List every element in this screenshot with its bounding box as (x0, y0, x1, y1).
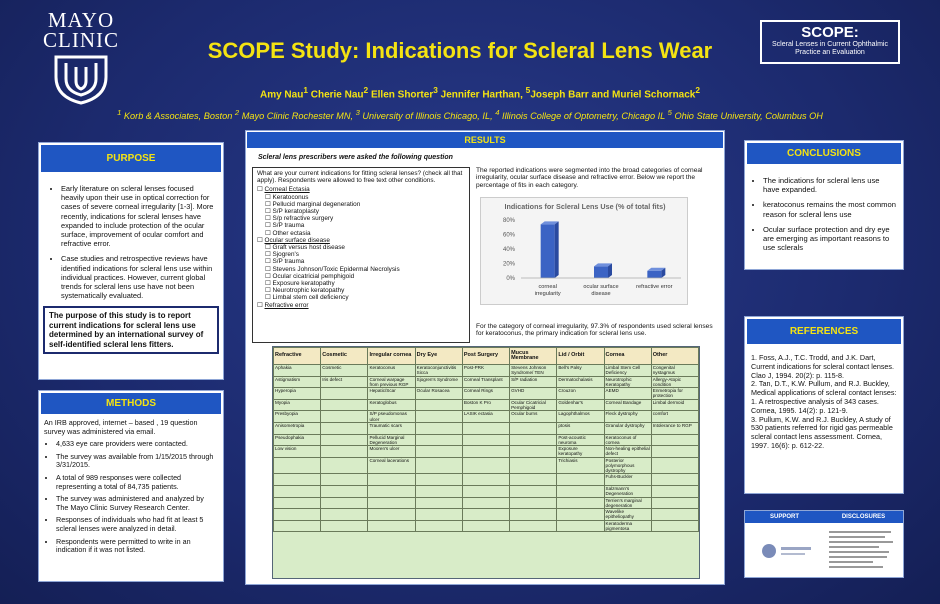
author-sup: 2 (695, 85, 701, 95)
table-cell (321, 399, 368, 411)
affil-text: Ohio State University, Columbus OH (674, 111, 823, 122)
survey-question-box (252, 167, 470, 343)
affil-sup: 1 (117, 108, 122, 117)
table-cell (415, 509, 462, 521)
author-sup: 2 (363, 85, 369, 95)
table-header: Irregular cornea (368, 348, 415, 365)
indications-chart (480, 197, 688, 305)
table-row (274, 446, 699, 458)
purpose-bullet: • Case studies and retrospective reviews have identified indications for scleral lens use within individual practices. However, current global trends for scleral lens use have not been systematically evaluated. (61, 254, 217, 300)
y-tick-label: 0% (506, 276, 515, 282)
authors (170, 85, 790, 100)
table-cell: S/P pseudomonas ulcer (368, 411, 415, 423)
table-cell: Ocular Cicatricial Pemphigoid (510, 399, 557, 411)
table-header: Post Surgery (462, 348, 509, 365)
table-cell: Dermatochalasis (557, 376, 604, 388)
table-cell (557, 520, 604, 532)
checklist-item: ☐ Graft versus host disease (265, 244, 345, 252)
table-cell (651, 446, 698, 458)
table-cell: Corneal lacerations (368, 457, 415, 474)
table-cell (510, 497, 557, 509)
table-cell (651, 485, 698, 497)
references-body (745, 346, 903, 451)
methods-bullet: • The survey was administered and analyzed by The Mayo Clinic Survey Research Center. (56, 495, 218, 512)
table-cell (368, 520, 415, 532)
table-cell (274, 509, 321, 521)
table-cell (510, 485, 557, 497)
table-cell: Ocular burns (510, 411, 557, 423)
table-cell: LASIK ectasia (462, 411, 509, 423)
checklist-heading: ☐ Ocular surface disease (257, 236, 330, 244)
author-sup: 5 (525, 85, 531, 95)
table-cell: Traumatic scars (368, 422, 415, 434)
table-cell (510, 474, 557, 486)
table-cell (274, 474, 321, 486)
table-cell: Pellucid Marginal Degeneration (368, 434, 415, 446)
table-cell (462, 446, 509, 458)
methods-body (39, 416, 223, 555)
table-cell (274, 485, 321, 497)
table-row (274, 485, 699, 497)
table-cell (274, 520, 321, 532)
checklist-title: Corneal Ectasia (264, 186, 310, 194)
table-cell (557, 485, 604, 497)
table-cell: Corneal Rings (462, 388, 509, 400)
table-row (274, 411, 699, 423)
checklist-item: ☐ Ocular cicatricial pemphigoid (265, 272, 355, 280)
affil-sup: 3 (355, 108, 360, 117)
table-cell: Trichiasis (557, 457, 604, 474)
table-cell (415, 520, 462, 532)
y-tick-label: 80% (502, 218, 515, 224)
table-cell: Myopia (274, 399, 321, 411)
table-cell: Corneal Bandage (604, 399, 651, 411)
table-cell (321, 457, 368, 474)
categories-text: The reported indications were segmented into the broad categories of corneal irregularity, ocular surface disease and refractive error. Below we report the percentage of fits in each category. (476, 167, 703, 189)
indications-table-grid (273, 347, 699, 532)
table-cell (462, 457, 509, 474)
table-cell (321, 446, 368, 458)
survey-question: What are your current indications for fitting scleral lenses? (check all that apply). Respondents were allowed to free text other conditions. (257, 170, 463, 185)
table-cell: Cosmetic (321, 365, 368, 377)
table-header: Dry Eye (415, 348, 462, 365)
checklist-item: ☐ Limbal stem cell deficiency (265, 294, 349, 302)
purpose-heading: PURPOSE (41, 145, 221, 172)
table-cell: Astigmatism (274, 376, 321, 388)
table-cell: Anisometropia (274, 422, 321, 434)
x-tick-label: corneal irregularity (534, 284, 561, 297)
bar (647, 271, 661, 278)
table-cell (368, 485, 415, 497)
methods-bullet: • Responses of individuals who had fit at least 5 scleral lenses were analyzed in detail. (56, 516, 218, 533)
table-cell: Posterior polymorphous dystrophy (604, 457, 651, 474)
table-cell: Terrien's marginal degeneration (604, 497, 651, 509)
table-cell: Stevens Johnson Syndrome/ TEN (510, 365, 557, 377)
table-cell: Crouzon (557, 388, 604, 400)
table-cell: Aphakia (274, 365, 321, 377)
table-cell (557, 497, 604, 509)
table-cell: Limbal dermoid (651, 399, 698, 411)
table-cell (415, 485, 462, 497)
affil-text: University of Illinois Chicago, IL, (362, 111, 493, 122)
table-cell (321, 422, 368, 434)
checklist-heading: ☐ Refractive error (257, 301, 309, 309)
table-cell (415, 474, 462, 486)
table-cell: Sjogren's Syndrome (415, 376, 462, 388)
checklist-item: ☐ Sjogren's (265, 251, 299, 259)
table-row (274, 399, 699, 411)
table-cell (651, 509, 698, 521)
checklist-item: ☐ S/P keratoplasty (265, 208, 319, 216)
table-cell: ptosis (557, 422, 604, 434)
author: Cherie Nau (310, 89, 364, 101)
references-heading: REFERENCES (747, 319, 901, 344)
table-cell: Non-healing epithelial defect (605, 446, 650, 457)
table-cell: comfort (651, 411, 698, 423)
table-cell (368, 497, 415, 509)
table-cell: Exposure keratopathy (557, 446, 604, 458)
table-row (274, 376, 699, 388)
table-cell (510, 520, 557, 532)
table-cell: Wavelike epitheliopathy (604, 509, 651, 521)
table-cell (462, 474, 509, 486)
affil-text: Korb & Associates, Boston (123, 111, 233, 122)
support-header (745, 511, 903, 523)
table-header: Cornea (604, 348, 651, 365)
table-cell (510, 457, 557, 474)
table-cell (462, 520, 509, 532)
table-cell: Salzmann's Degeneration (604, 485, 651, 497)
checklist-title: Ocular surface disease (264, 236, 330, 244)
mayo-clinic-logo (36, 10, 126, 110)
table-cell: Mooren's ulcer (368, 446, 415, 458)
table-cell: Presbyopia (274, 411, 321, 423)
disclosures-label: DISCLOSURES (841, 514, 886, 520)
table-header: Refractive (274, 348, 321, 365)
chart-svg (481, 198, 689, 306)
author: Ellen Shorter (370, 89, 434, 101)
sponsor-logo-icon (751, 531, 821, 571)
bar-side (555, 221, 559, 278)
checklist-item: ☐ Exposure keratopathy (265, 280, 335, 288)
table-cell: Fuhs-Buckler (604, 474, 651, 486)
table-cell: GVHD (510, 388, 557, 400)
table-cell (510, 422, 557, 434)
table-cell: Keratoconus (368, 365, 415, 377)
table-cell (462, 422, 509, 434)
table-header: Mucus Membrane (510, 348, 557, 365)
x-tick-label: refractive error (636, 284, 673, 290)
affiliations (40, 108, 900, 121)
shield-logo-icon (52, 53, 110, 105)
table-cell (321, 497, 368, 509)
y-tick-label: 20% (502, 261, 515, 268)
purpose-body (39, 174, 223, 300)
table-cell (321, 411, 368, 423)
disclosures-text-lines (829, 529, 899, 573)
table-cell (415, 497, 462, 509)
chart-title: Indications for Scleral Lens Use (% of total fits) (504, 202, 666, 211)
table-row (274, 422, 699, 434)
affil-sup: 5 (667, 108, 672, 117)
table-cell (321, 434, 368, 446)
table-row (274, 520, 699, 532)
checklist-item: ☐ S/P trauma (265, 222, 305, 230)
checklist-item: ☐ Stevens Johnson/Toxic Epidermal Necrolysis (265, 265, 400, 273)
table-cell: Post-acoustic neuroma (557, 434, 604, 446)
table-cell: Keratoconus of cornea (604, 434, 651, 446)
references-panel (744, 316, 904, 494)
table-cell (651, 497, 698, 509)
scope-box-subtitle: Scleral Lenses in Current Ophthalmic Practice an Evaluation (772, 41, 888, 56)
table-cell (510, 509, 557, 521)
logo-line1: MAYO (47, 8, 115, 32)
checklist-heading: ☐ Corneal Ectasia (257, 186, 310, 194)
table-cell: Hyperopia (274, 388, 321, 400)
table-cell: Intolerance to RGP (651, 422, 698, 434)
table-cell: Boston K Pro (462, 399, 509, 411)
conclusion-bullet: • The indications for scleral lens use have expanded. (763, 176, 897, 194)
table-cell (651, 520, 698, 532)
table-row (274, 474, 699, 486)
table-cell: S/P radiation (510, 376, 557, 388)
checklist-item: ☐ S/P trauma (265, 258, 305, 266)
table-cell (415, 457, 462, 474)
table-cell (415, 422, 462, 434)
table-cell (510, 434, 557, 446)
methods-intro: An IRB approved, internet – based , 19 question survey was administered via email. (44, 418, 198, 436)
table-row (274, 434, 699, 446)
table-cell (651, 474, 698, 486)
conclusions-panel (744, 140, 904, 270)
table-cell: Bell's Palsy (557, 365, 604, 377)
table-cell: Neurotrophic Keratopathy (604, 376, 651, 388)
table-header: Lid / Orbit (557, 348, 604, 365)
purpose-panel (38, 142, 224, 380)
bar (594, 266, 608, 278)
scope-box (760, 20, 900, 64)
table-cell (415, 434, 462, 446)
methods-bullet: • A total of 989 responses were collected representing a total of 84,735 patients. (56, 474, 218, 491)
affil-text: Mayo Clinic Rochester MN, (241, 111, 354, 122)
table-cell (368, 509, 415, 521)
table-cell (651, 434, 698, 446)
author-sup: 3 (433, 85, 438, 95)
author: Joseph Barr (530, 89, 589, 101)
methods-heading: METHODS (41, 393, 221, 414)
logo-line2: CLINIC (43, 28, 119, 52)
table-cell (510, 446, 557, 458)
table-cell (462, 434, 509, 446)
conclusion-bullet: • keratoconus remains the most common reason for scleral lens use (763, 200, 897, 218)
table-cell (557, 474, 604, 486)
table-cell: Fleck dystrophy (604, 411, 651, 423)
table-cell (462, 509, 509, 521)
results-heading: RESULTS (247, 132, 723, 148)
checklist (257, 186, 465, 308)
author: Amy Nau (259, 89, 304, 101)
author: and Muriel Schornack (591, 89, 696, 101)
table-row (274, 457, 699, 474)
poster-title: SCOPE Study: Indications for Scleral Lens Wear (207, 38, 713, 63)
table-cell (415, 411, 462, 423)
table-cell: Goldenhar's (557, 399, 604, 411)
table-cell: Low vision (274, 446, 321, 458)
checklist-item: ☐ Other ectasia (265, 229, 311, 237)
table-cell: Granular dystrophy (604, 422, 651, 434)
checklist-item: ☐ Pellucid marginal degeneration (265, 200, 361, 208)
table-cell (415, 446, 462, 458)
purpose-statement: The purpose of this study is to report current indications for scleral lens use determined by an international survey of self-identified scleral lens fitters. (43, 306, 219, 354)
table-cell: Allergy-Atopic condition (651, 376, 698, 388)
table-cell: Keratoglobus (368, 399, 415, 411)
table-cell (368, 474, 415, 486)
y-tick-label: 40% (502, 247, 515, 253)
support-label: SUPPORT (769, 514, 799, 520)
table-cell: Enmetropia for protection (651, 388, 698, 400)
bar (541, 224, 555, 278)
reference-item: 1. Foss, A.J., T.C. Trodd, and J.K. Dart, Current indications for scleral contact lenses. Clao J, 1994. 20(2): p. 115-8. (751, 353, 895, 380)
table-cell: Iris defect (321, 376, 368, 388)
table-row (274, 509, 699, 521)
affil-sup: 2 (234, 108, 240, 117)
table-cell (321, 485, 368, 497)
table-header: Other (651, 348, 698, 365)
table-row (274, 497, 699, 509)
table-cell: AEMD (604, 388, 651, 400)
checklist-item: ☐ S/p refractive surgery (265, 215, 334, 223)
table-cell: Congenital nystagmus (651, 365, 698, 377)
table-cell: Keratoderma pigmentosa (604, 520, 651, 532)
results-subheading: Scleral lens prescribers were asked the following question (258, 154, 453, 161)
conclusion-bullet: • Ocular surface protection and dry eye are emerging as important reasons to use sclerals (763, 225, 897, 253)
table-cell: Keratoconjunctivitis Sicca (415, 365, 462, 377)
table-cell: Corneal warpage from previous RGP (368, 376, 415, 388)
table-cell (274, 497, 321, 509)
methods-bullet: • The survey was available from 1/15/2015 through 3/31/2015. (56, 453, 218, 470)
checklist-item: ☐ Keratoconus (265, 193, 309, 201)
table-cell (415, 399, 462, 411)
table-cell (462, 485, 509, 497)
table-cell (321, 474, 368, 486)
table-cell (651, 457, 698, 474)
table-cell (462, 497, 509, 509)
y-tick-label: 60% (502, 232, 515, 239)
table-cell (274, 457, 321, 474)
table-cell: Ocular Rosacea (415, 388, 462, 400)
table-cell: Lagophthalmos (557, 411, 604, 423)
conclusions-heading: CONCLUSIONS (747, 143, 901, 164)
table-cell: Post-PRK (462, 365, 509, 377)
support-panel (744, 510, 904, 578)
table-cell: Corneal Transplant (462, 376, 509, 388)
affil-text: Illinois College of Optometry, Chicago IL (502, 111, 666, 122)
methods-panel (38, 390, 224, 582)
table-cell (557, 509, 604, 521)
author-sup: 1 (303, 85, 308, 95)
indications-table (272, 346, 700, 579)
keratoconus-text: For the category of corneal irregularity, 97.3% of respondents used scleral lenses for keratoconus, the primary indication for scleral lens use. (476, 323, 713, 338)
reference-item: 3. Pullum, K.W. and R.J. Buckley, A study of 530 patients referred for rigid gas permeable scleral contact lens assessment. Cornea, 1997. 16(6): p. 612-22. (751, 414, 893, 450)
checklist-item: ☐ Neurotrophic keratopathy (265, 287, 345, 295)
reference-item: 2. Tan, D.T., K.W. Pullum, and R.J. Buckley, Medical applications of scleral contact lenses: 1. A retrospective analysis of 343 cases. Cornea, 1995. 14(2): p. 121-9. (751, 379, 897, 415)
methods-bullet: • Respondents were permitted to write in an indication if it was not listed. (56, 538, 218, 555)
checklist-title: Refractive error (264, 301, 309, 309)
affil-sup: 4 (495, 108, 500, 117)
table-cell: Limbal Stem Cell Deficiency (604, 365, 651, 377)
table-header: Cosmetic (321, 348, 368, 365)
table-cell: Hepatic/Scar (368, 388, 415, 400)
author: Jennifer Harthan, (440, 89, 523, 101)
x-tick-label: ocular surface disease (583, 284, 619, 297)
purpose-bullet: • Early literature on scleral lenses focused heavily upon their use in optical correction for cases of severe corneal irregularity [1-3]. More recently, indications for scleral lenses have expanded to include protection of the ocular surface, improvement of ocular comfort and refractive error. (61, 184, 217, 248)
table-cell: Pseudophakia (274, 434, 321, 446)
table-cell (321, 509, 368, 521)
table-row (274, 388, 699, 400)
methods-bullet: • 4,633 eye care providers were contacted. (56, 440, 218, 449)
scope-box-title: SCOPE: (801, 24, 859, 41)
conclusions-body (745, 166, 903, 252)
table-row (274, 365, 699, 377)
table-cell (321, 388, 368, 400)
table-cell (321, 520, 368, 532)
